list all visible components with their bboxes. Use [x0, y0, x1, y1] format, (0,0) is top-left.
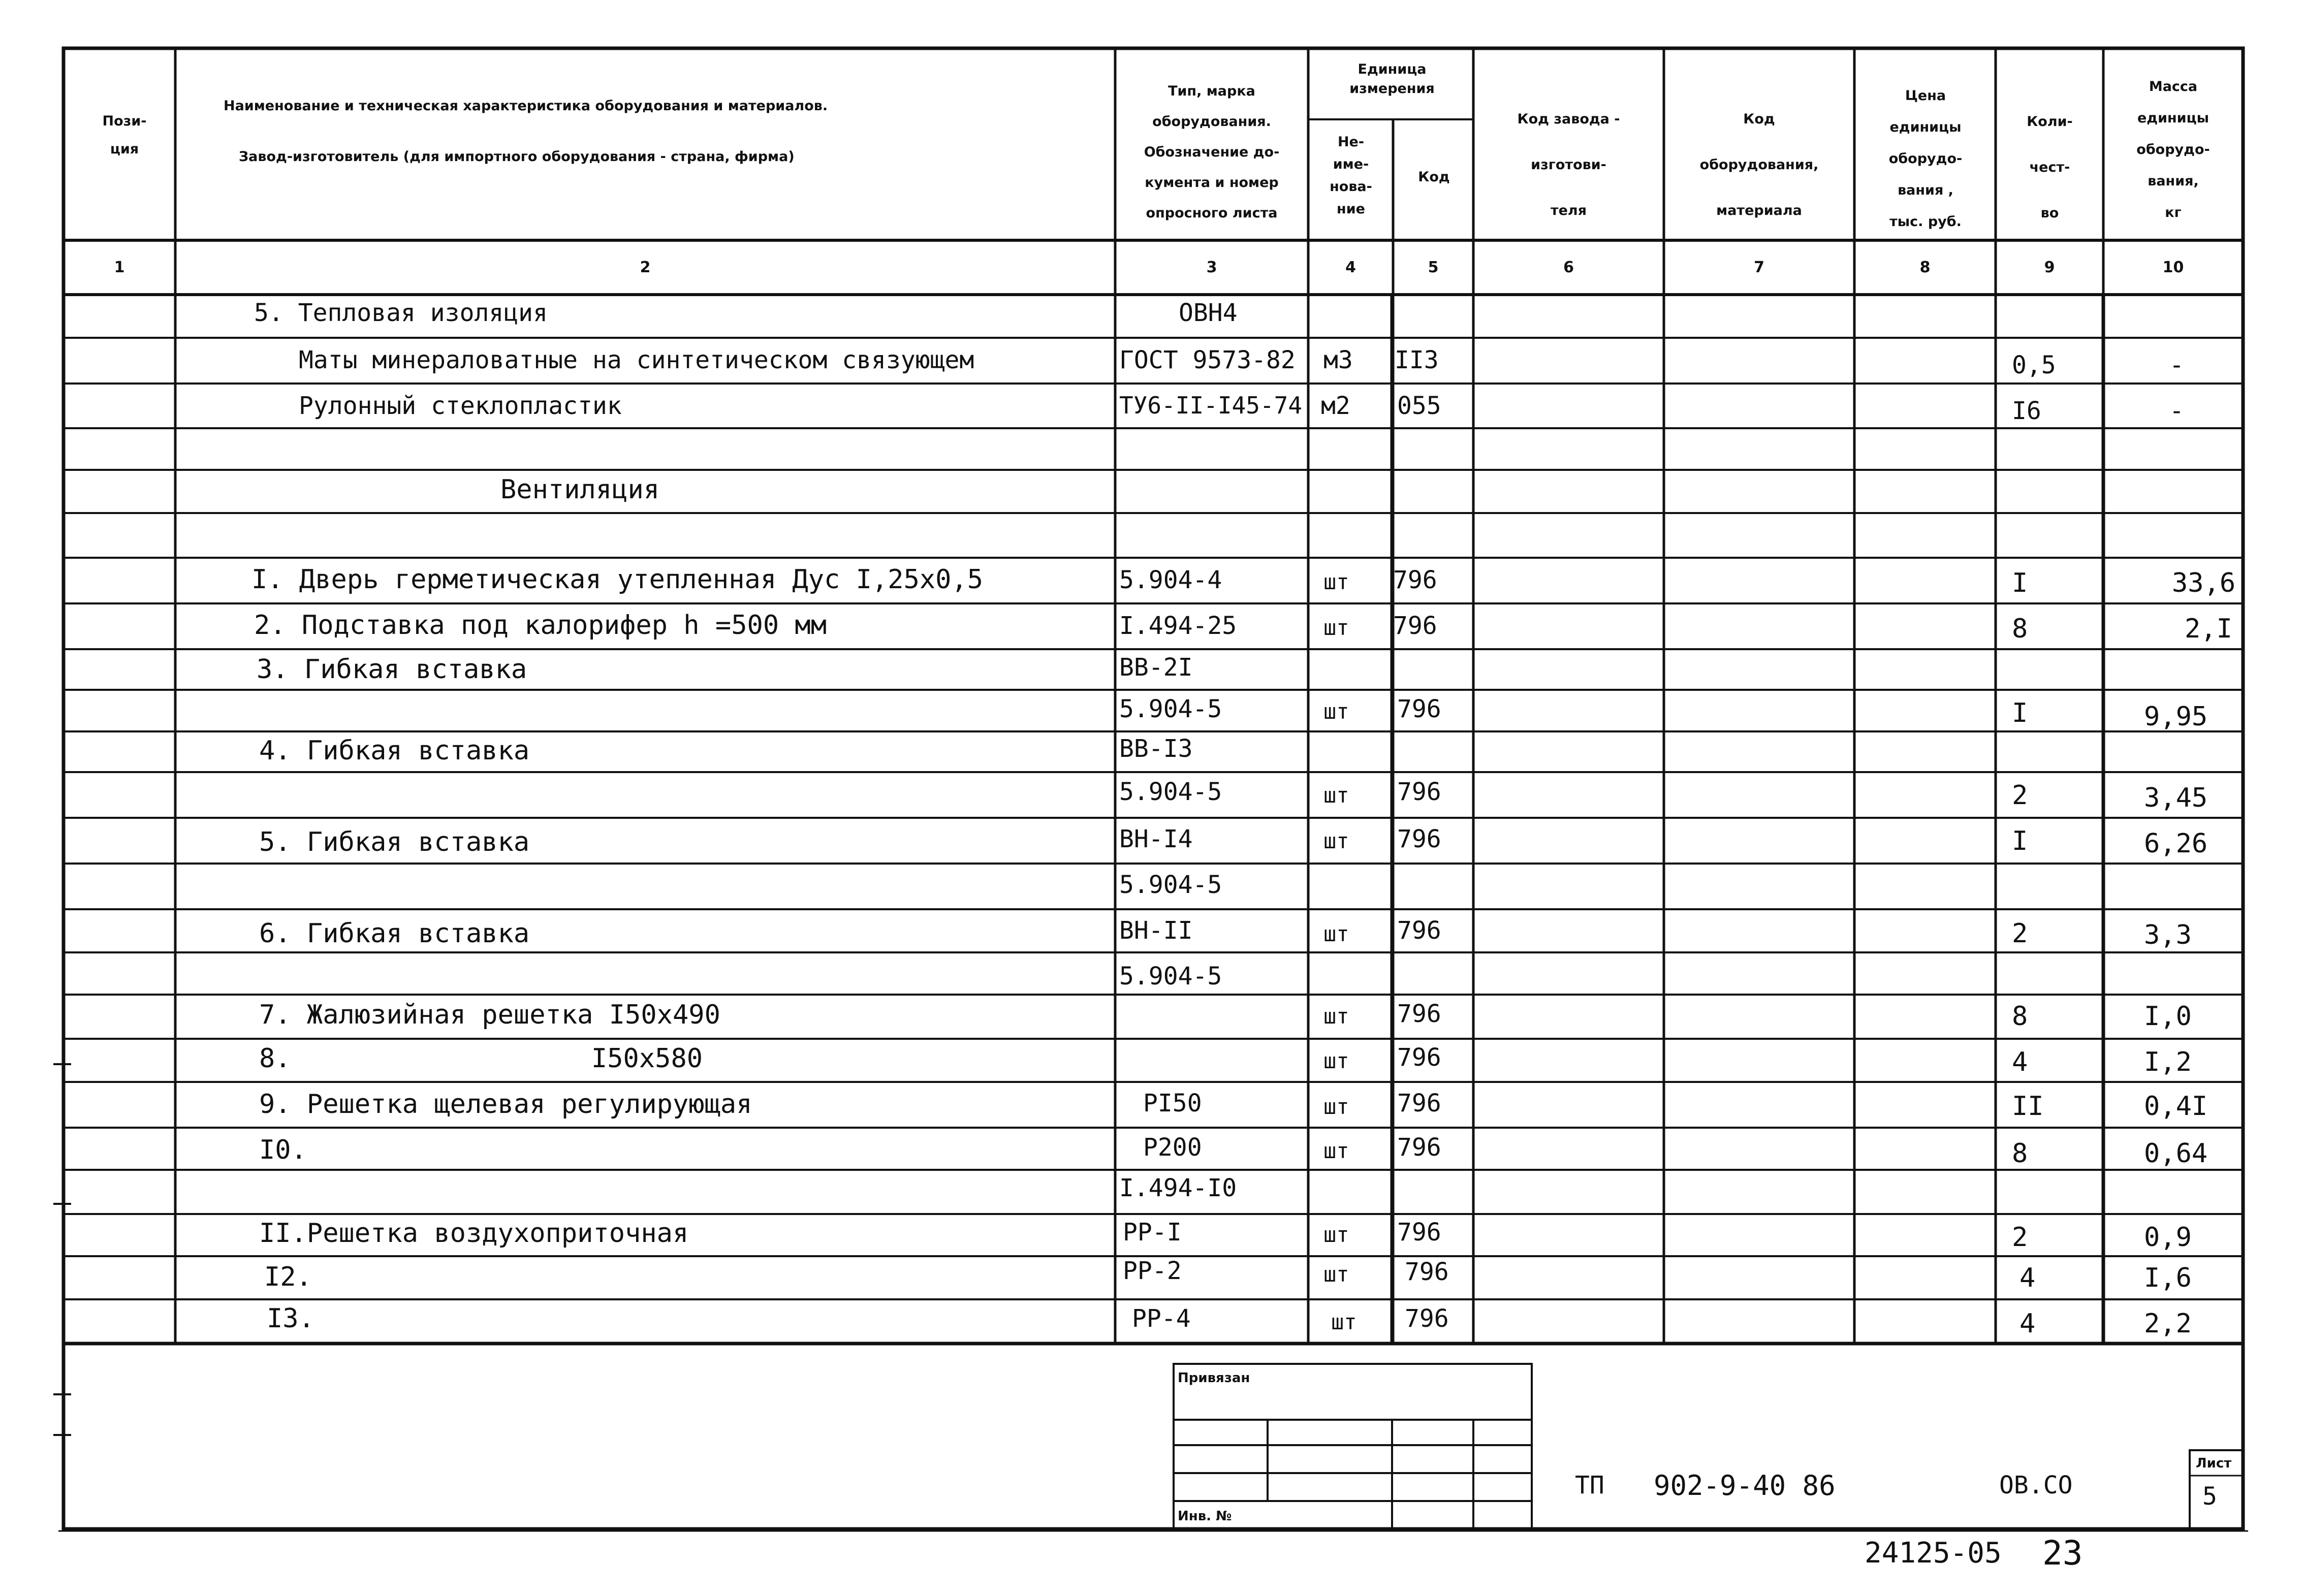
- row-code: 796: [1397, 1218, 1441, 1247]
- row-type: ВН-II: [1119, 916, 1193, 945]
- header-price: Цена единицы оборудо- вания , тыс. руб.: [1888, 88, 1963, 230]
- row-unit: м2: [1321, 392, 1350, 420]
- colnum-7: 7: [1754, 259, 1764, 276]
- row-qty: I: [2012, 826, 2028, 856]
- row-unit: шт: [1323, 1094, 1349, 1119]
- row-mass: 6,26: [2144, 828, 2208, 859]
- stamp-inventory-number: Инв. №: [1178, 1509, 1232, 1524]
- header-name-line2: Завод-изготовитель (для импортного оборудования - страна, фирма): [239, 149, 795, 165]
- row-mass: 0,64: [2144, 1138, 2208, 1169]
- row-code: 796: [1405, 1304, 1449, 1333]
- row-code: 796: [1397, 695, 1441, 723]
- row-mass: 2,2: [2144, 1308, 2192, 1339]
- row-type: РI50: [1143, 1089, 1202, 1118]
- row-type: ОВН4: [1179, 299, 1238, 327]
- row-unit: шт: [1331, 1310, 1357, 1334]
- header-equipment-code: Код оборудования, материала: [1699, 111, 1819, 218]
- row-code: 796: [1397, 1043, 1441, 1072]
- row-type: ВВ-I3: [1119, 735, 1193, 763]
- row-mass: I,0: [2144, 1001, 2192, 1032]
- header-unit-group: Единица измерения: [1349, 61, 1435, 97]
- row-name: 2. Подставка под калорифер h =500 мм: [254, 610, 827, 641]
- row-unit: шт: [1323, 1222, 1349, 1247]
- header-position: Пози- ция: [102, 113, 147, 157]
- row-code: 796: [1397, 1089, 1441, 1118]
- row-type: 5.904-5: [1119, 871, 1222, 899]
- row-code: 796: [1397, 1000, 1441, 1028]
- row-type: I.494-I0: [1119, 1174, 1237, 1202]
- row-qty: 0,5: [2012, 351, 2056, 379]
- row-unit: шт: [1323, 1048, 1349, 1073]
- row-unit: шт: [1323, 699, 1349, 724]
- row-qty: 2: [2012, 918, 2028, 949]
- row-unit: шт: [1323, 615, 1349, 640]
- row-qty: 8: [2012, 1138, 2028, 1169]
- row-type: ВВ-2I: [1119, 653, 1193, 682]
- header-quantity: Коли- чест- во: [2027, 114, 2073, 221]
- archive-number: 24125-05: [1865, 1537, 2002, 1570]
- row-unit: м3: [1323, 346, 1353, 374]
- colnum-1: 1: [114, 259, 125, 276]
- colnum-4: 4: [1345, 259, 1356, 276]
- row-type: 5.904-5: [1119, 962, 1222, 991]
- row-name: 6. Гибкая вставка: [259, 918, 530, 949]
- row-name: I3.: [267, 1303, 314, 1334]
- row-code: 796: [1393, 612, 1437, 640]
- header-type-mark: Тип, марка оборудования. Обозначение до- кумента и номер опросного листа: [1144, 83, 1280, 221]
- row-code: 796: [1397, 916, 1441, 945]
- header-name-line1: Наименование и техническая характеристика оборудования и материалов.: [224, 98, 828, 114]
- row-code: 796: [1393, 566, 1437, 594]
- row-code: 796: [1405, 1258, 1449, 1286]
- row-name: I2.: [264, 1262, 312, 1292]
- row-mass: 9,95: [2144, 701, 2208, 732]
- row-qty: I: [2012, 568, 2028, 598]
- row-qty: 4: [2019, 1263, 2036, 1293]
- header-mass: Масса единицы оборудо- вания, кг: [2136, 79, 2210, 220]
- row-mass: -: [2169, 397, 2184, 425]
- colnum-3: 3: [1206, 259, 1217, 276]
- row-unit: шт: [1323, 828, 1349, 853]
- row-name: 3. Гибкая вставка: [257, 654, 527, 685]
- row-mass: 3,45: [2144, 783, 2208, 813]
- approval-stamp-table: [1174, 1364, 1532, 1529]
- row-qty: 8: [2012, 614, 2028, 644]
- row-mass: 33,6: [2172, 568, 2236, 598]
- colnum-6: 6: [1563, 259, 1574, 276]
- row-qty: 8: [2012, 1001, 2028, 1032]
- row-unit: шт: [1323, 1138, 1349, 1163]
- row-name: 4. Гибкая вставка: [259, 736, 530, 766]
- row-unit: шт: [1323, 783, 1349, 808]
- row-name: 7. Жалюзийная решетка I50х490: [259, 1000, 720, 1030]
- row-mass: I,2: [2144, 1047, 2192, 1077]
- document-code: ОВ.СО: [1999, 1471, 2073, 1499]
- sheet-number: 5: [2202, 1482, 2217, 1511]
- colnum-5: 5: [1428, 259, 1439, 276]
- row-name: 5. Гибкая вставка: [259, 827, 530, 857]
- row-unit: шт: [1323, 569, 1349, 594]
- row-mass: 3,3: [2144, 920, 2192, 950]
- row-code: 796: [1397, 1133, 1441, 1162]
- row-name: Маты минераловатные на синтетическом связующем: [299, 346, 974, 374]
- row-qty: 2: [2012, 780, 2028, 811]
- row-type: ВН-I4: [1119, 825, 1193, 853]
- row-code: 796: [1397, 778, 1441, 806]
- sheet-label: Лист: [2196, 1456, 2232, 1471]
- colnum-8: 8: [1919, 259, 1931, 276]
- row-code: II3: [1395, 346, 1439, 374]
- row-name: 8. I50х580: [259, 1043, 703, 1074]
- row-qty: 2: [2012, 1222, 2028, 1253]
- row-type: ТУ6-II-I45-74: [1119, 392, 1303, 419]
- row-unit: шт: [1323, 1004, 1349, 1029]
- row-name: I0.: [259, 1135, 307, 1165]
- row-qty: I: [2012, 698, 2028, 728]
- row-type: РР-2: [1123, 1257, 1182, 1285]
- row-mass: 2,I: [2185, 614, 2232, 644]
- row-type: 5.904-4: [1119, 566, 1222, 594]
- row-mass: -: [2169, 351, 2184, 379]
- colnum-10: 10: [2162, 259, 2184, 276]
- project-prefix: ТП: [1575, 1471, 1604, 1499]
- row-name: 5. Тепловая изоляция: [254, 299, 548, 327]
- row-name: II.Решетка воздухоприточная: [259, 1218, 689, 1249]
- header-unit-name: Не- име- нова- ние: [1330, 134, 1372, 217]
- row-type: РР-4: [1132, 1304, 1191, 1333]
- row-type: РР-I: [1123, 1218, 1182, 1247]
- row-qty: 4: [2012, 1047, 2028, 1077]
- row-qty: I6: [2012, 397, 2041, 425]
- row-mass: 0,9: [2144, 1222, 2192, 1253]
- row-code: 055: [1397, 392, 1441, 420]
- section-title-ventilation: Вентиляция: [500, 474, 660, 505]
- colnum-9: 9: [2044, 259, 2055, 276]
- row-mass: 0,4I: [2144, 1091, 2208, 1122]
- page-number: 23: [2042, 1534, 2083, 1573]
- row-name: I. Дверь герметическая утепленная Дус I,25х0,5: [251, 564, 984, 595]
- row-code: 796: [1397, 825, 1441, 853]
- stamp-privyazan: Привязан: [1178, 1370, 1250, 1386]
- row-name: 9. Решетка щелевая регулирующая: [259, 1089, 752, 1120]
- row-type: 5.904-5: [1119, 695, 1222, 723]
- project-number: 902-9-40 86: [1654, 1470, 1836, 1502]
- row-name: Рулонный стеклопластик: [299, 392, 622, 420]
- row-type: I.494-25: [1119, 612, 1237, 640]
- header-plant-code: Код завода - изготови- теля: [1517, 111, 1620, 218]
- row-unit: шт: [1323, 921, 1349, 946]
- colnum-2: 2: [640, 259, 651, 276]
- row-qty: 4: [2019, 1308, 2036, 1339]
- row-type: 5.904-5: [1119, 778, 1222, 806]
- row-type: Р200: [1143, 1133, 1202, 1162]
- row-type: ГОСТ 9573-82: [1119, 346, 1296, 374]
- row-qty: II: [2012, 1091, 2044, 1122]
- header-unit-code: Код: [1418, 169, 1450, 185]
- row-unit: шт: [1323, 1262, 1349, 1287]
- row-mass: I,6: [2144, 1263, 2192, 1293]
